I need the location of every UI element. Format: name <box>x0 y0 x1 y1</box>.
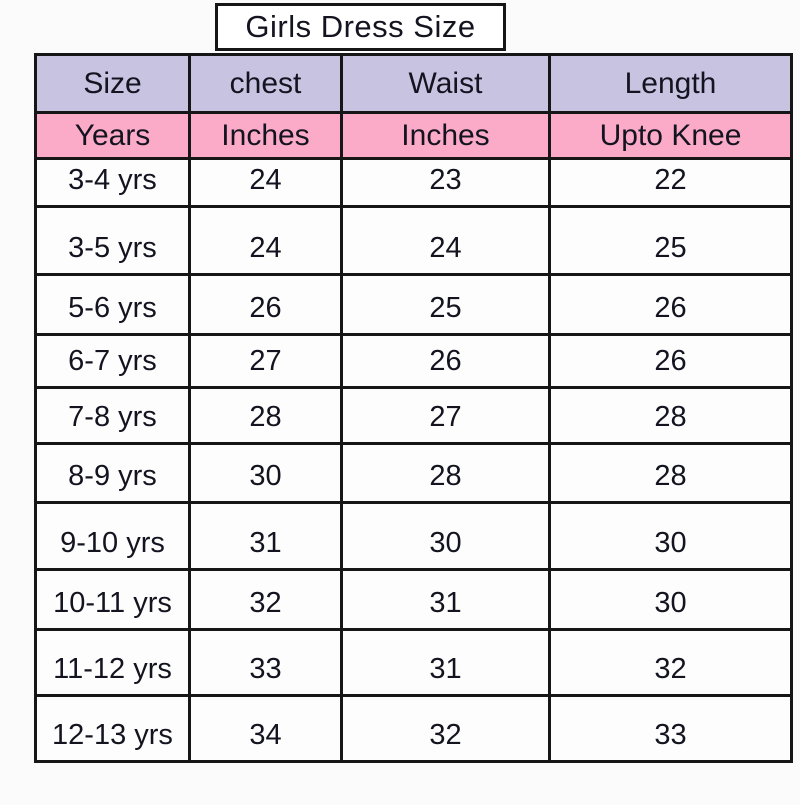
cell-chest: 32 <box>190 570 342 630</box>
cell-size: 8-9 yrs <box>36 444 190 503</box>
cell-length: 33 <box>550 696 792 762</box>
units-cell-years: Years <box>36 113 190 159</box>
header-row-units <box>36 113 792 159</box>
units-cell-upto-knee: Upto Knee <box>550 113 792 159</box>
cell-waist: 24 <box>342 207 550 275</box>
table-row <box>36 503 792 570</box>
cell-length: 22 <box>550 159 792 207</box>
cell-size: 7-8 yrs <box>36 388 190 444</box>
cell-length: 26 <box>550 335 792 388</box>
cell-length: 28 <box>550 444 792 503</box>
header-cell-waist: Waist <box>342 55 550 113</box>
cell-size: 3-5 yrs <box>36 207 190 275</box>
units-cell-inches-2: Inches <box>342 113 550 159</box>
cell-waist: 32 <box>342 696 550 762</box>
header-row-main <box>36 55 792 113</box>
cell-size: 5-6 yrs <box>36 275 190 335</box>
cell-size: 3-4 yrs <box>36 159 190 207</box>
cell-waist: 30 <box>342 503 550 570</box>
cell-size: 12-13 yrs <box>36 696 190 762</box>
chart-title-box <box>215 3 506 51</box>
header-cell-chest: chest <box>190 55 342 113</box>
cell-length: 32 <box>550 630 792 696</box>
units-cell-inches-1: Inches <box>190 113 342 159</box>
cell-waist: 25 <box>342 275 550 335</box>
cell-chest: 27 <box>190 335 342 388</box>
cell-size: 9-10 yrs <box>36 503 190 570</box>
header-cell-size: Size <box>36 55 190 113</box>
cell-size: 11-12 yrs <box>36 630 190 696</box>
cell-waist: 23 <box>342 159 550 207</box>
cell-length: 25 <box>550 207 792 275</box>
cell-waist: 31 <box>342 630 550 696</box>
cell-length: 30 <box>550 503 792 570</box>
table-row <box>36 570 792 630</box>
cell-chest: 28 <box>190 388 342 444</box>
cell-size: 10-11 yrs <box>36 570 190 630</box>
table-row <box>36 630 792 696</box>
cell-size: 6-7 yrs <box>36 335 190 388</box>
chart-title: Girls Dress Size <box>245 9 476 44</box>
cell-length: 30 <box>550 570 792 630</box>
table-row <box>36 159 792 207</box>
table-row <box>36 696 792 762</box>
cell-length: 26 <box>550 275 792 335</box>
table-row <box>36 335 792 388</box>
cell-chest: 31 <box>190 503 342 570</box>
cell-chest: 33 <box>190 630 342 696</box>
cell-chest: 26 <box>190 275 342 335</box>
cell-chest: 24 <box>190 159 342 207</box>
cell-waist: 28 <box>342 444 550 503</box>
cell-waist: 31 <box>342 570 550 630</box>
cell-chest: 24 <box>190 207 342 275</box>
cell-waist: 27 <box>342 388 550 444</box>
header-cell-length: Length <box>550 55 792 113</box>
table-row <box>36 275 792 335</box>
table-row <box>36 444 792 503</box>
table-row <box>36 388 792 444</box>
cell-chest: 34 <box>190 696 342 762</box>
cell-length: 28 <box>550 388 792 444</box>
table-row <box>36 207 792 275</box>
size-table <box>34 53 793 763</box>
cell-chest: 30 <box>190 444 342 503</box>
cell-waist: 26 <box>342 335 550 388</box>
